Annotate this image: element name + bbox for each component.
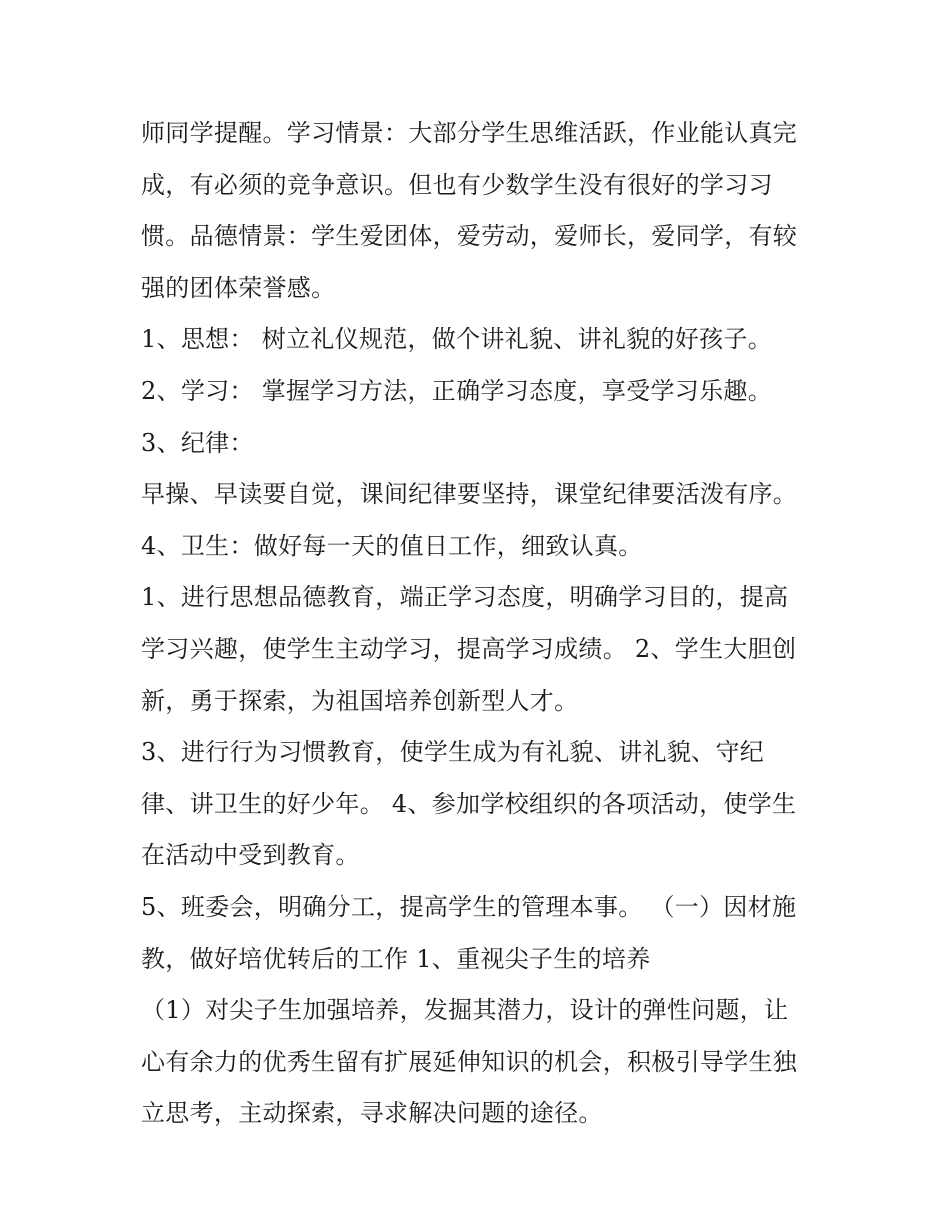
text-line-5: 1、思想： 树立礼仪规范，做个讲礼貌、讲礼貌的好孩子。: [141, 325, 772, 354]
text-line-10: 1、进行思想品德教育，端正学习态度，明确学习目的，提高: [141, 583, 789, 612]
text-line-9: 4、卫生：做好每一天的值日工作，细致认真。: [141, 531, 643, 560]
text-line-17: 教，做好培优转后的工作 1、重视尖子生的培养: [141, 944, 651, 973]
text-line-15: 在活动中受到教育。: [141, 841, 360, 870]
text-line-3: 惯。品德情景：学生爱团体，爱劳动，爱师长，爱同学，有较: [141, 222, 798, 251]
text-line-20: 立思考，主动探索，寻求解决问题的途径。: [141, 1099, 603, 1128]
text-line-1: 师同学提醒。学习情景：大部分学生思维活跃，作业能认真完: [141, 119, 798, 147]
text-line-6: 2、学习： 掌握学习方法，正确学习态度，享受学习乐趣。: [141, 376, 772, 405]
text-line-12: 新，勇于探索，为祖国培养创新型人才。: [141, 686, 579, 715]
text-line-13: 3、进行行为习惯教育，使学生成为有礼貌、讲礼貌、守纪: [141, 738, 765, 767]
text-line-11: 学习兴趣，使学生主动学习，提高学习成绩。 2、学生大胆创: [141, 634, 797, 663]
text-line-4: 强的团体荣誉感。: [141, 273, 336, 302]
text-line-14: 律、讲卫生的好少年。 4、参加学校组织的各项活动，使学生: [141, 789, 797, 818]
text-line-19: 心有余力的优秀生留有扩展延伸知识的机会，积极引导学生独: [141, 1047, 798, 1076]
text-line-16: 5、班委会，明确分工，提高学生的管理本事。 （一）因材施: [141, 892, 797, 921]
text-line-7: 3、纪律：: [141, 428, 254, 457]
text-line-8: 早操、早读要自觉，课间纪律要坚持，课堂纪律要活泼有序。: [141, 480, 798, 509]
text-line-18: （1）对尖子生加强培养，发掘其潜力，设计的弹性问题，让: [141, 996, 789, 1025]
text-line-2: 成，有必须的竞争意识。但也有少数学生没有很好的学习习: [141, 170, 773, 199]
document-body: [141, 108, 821, 1140]
